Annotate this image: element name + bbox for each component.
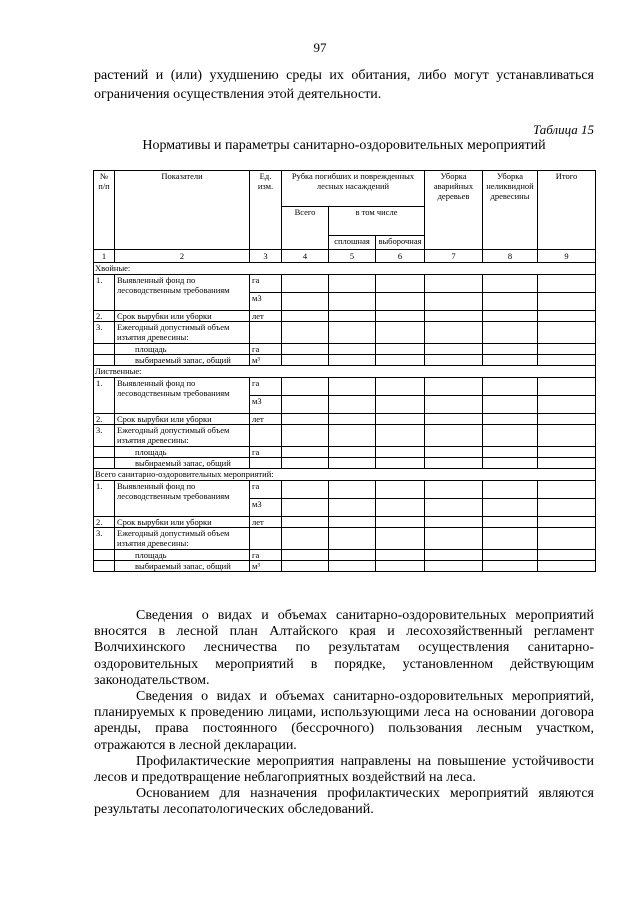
row-unit: лет	[250, 311, 282, 322]
row-indicator: Ежегодный допустимый объем изъятия древесины:	[115, 322, 250, 344]
row-indicator: Срок вырубки или уборки	[115, 517, 250, 528]
row-unit: м³	[250, 355, 282, 366]
row-indicator: площадь	[115, 344, 250, 355]
row-indicator: выбираемый запас, общий	[115, 355, 250, 366]
column-number: 4	[282, 250, 329, 263]
row-number: 1.	[94, 481, 115, 517]
intro-text	[94, 66, 594, 104]
row-indicator: Выявленный фонд по лесоводственным требованиям	[115, 275, 250, 311]
row-number: 1.	[94, 275, 115, 311]
row-unit: га	[250, 344, 282, 355]
column-number: 1	[94, 250, 115, 263]
column-number: 7	[425, 250, 483, 263]
section-title-coniferous: Хвойные:	[94, 263, 596, 275]
row-indicator: выбираемый запас, общий	[115, 561, 250, 572]
column-number: 3	[250, 250, 282, 263]
row-unit: м3	[250, 396, 282, 414]
paragraph: Основанием для назначения профилактических мероприятий являются результаты лесопатологических обследований.	[94, 786, 594, 818]
header-indicators: Показатели	[115, 171, 250, 250]
row-indicator: Срок вырубки или уборки	[115, 414, 250, 425]
row-number: 2.	[94, 414, 115, 425]
row-unit: лет	[250, 517, 282, 528]
header-sum: Итого	[538, 171, 596, 250]
column-number: 2	[115, 250, 250, 263]
row-indicator: Ежегодный допустимый объем изъятия древесины:	[115, 528, 250, 550]
row-unit: м3	[250, 499, 282, 517]
row-indicator: выбираемый запас, общий	[115, 458, 250, 469]
column-number: 5	[329, 250, 376, 263]
table-label: Таблица 15	[532, 122, 594, 137]
header-selective-felling: выборочная	[376, 236, 425, 250]
row-number: 3.	[94, 528, 115, 550]
column-number: 6	[376, 250, 425, 263]
header-felling: Рубка погибших и поврежденных лесных насаждений	[282, 171, 425, 207]
body-text	[94, 608, 594, 819]
row-indicator: площадь	[115, 447, 250, 458]
column-number: 9	[538, 250, 596, 263]
row-unit: м3	[250, 293, 282, 311]
row-indicator: Выявленный фонд по лесоводственным требованиям	[115, 481, 250, 517]
row-number: 1.	[94, 378, 115, 414]
row-number: 3.	[94, 322, 115, 344]
row-number: 3.	[94, 425, 115, 447]
row-number: 2.	[94, 311, 115, 322]
header-total: Всего	[282, 207, 329, 250]
table-title: Нормативы и параметры санитарно-оздоровительных мероприятий	[142, 138, 546, 153]
row-unit: м³	[250, 561, 282, 572]
header-no: № п/п	[94, 171, 115, 250]
section-title-deciduous: Лиственные:	[94, 366, 596, 378]
row-indicator: Выявленный фонд по лесоводственным требованиям	[115, 378, 250, 414]
intro-line: ограничения осуществления этой деятельности.	[94, 87, 382, 102]
row-unit: га	[250, 447, 282, 458]
header-emergency-cleanup: Уборка аварийных деревьев	[425, 171, 483, 250]
row-unit	[250, 458, 282, 469]
paragraph: Сведения о видах и объемах санитарно-оздоровительных мероприятий, планируемых к проведению лицами, использующими леса на основании договора аренды, права постоянного (бессрочного) пользования лесным участком, отражаются в лесной декларации.	[94, 689, 594, 753]
row-indicator: площадь	[115, 550, 250, 561]
row-indicator: Срок вырубки или уборки	[115, 311, 250, 322]
page-number: 97	[313, 40, 327, 55]
header-unit: Ед. изм.	[250, 171, 282, 250]
row-unit: га	[250, 378, 282, 396]
header-including: в том числе	[329, 207, 425, 236]
header-clear-felling: сплошная	[329, 236, 376, 250]
row-unit: лет	[250, 414, 282, 425]
row-indicator: Ежегодный допустимый объем изъятия древесины:	[115, 425, 250, 447]
intro-line: растений и (или) ухудшению среды их обитания, либо могут устанавливаться	[94, 68, 594, 83]
column-number: 8	[483, 250, 538, 263]
header-illiquid-cleanup: Уборка неликвидной древесины	[483, 171, 538, 250]
paragraph: Профилактические мероприятия направлены на повышение устойчивости лесов и предотвращение неблагоприятных воздействий на леса.	[94, 753, 594, 786]
row-unit: га	[250, 481, 282, 499]
sanitary-norms-table	[93, 170, 596, 572]
paragraph: Сведения о видах и объемах санитарно-оздоровительных мероприятий вносятся в лесной план Алтайского края и лесохозяйственный регламент Волчихинского лесничества по результатам осуществления санитарно-оздоровительных мероприятий в порядке, установленном действующим законодательством.	[94, 608, 594, 688]
section-title-total: Всего санитарно-оздоровительных мероприятий:	[94, 469, 596, 481]
row-unit: га	[250, 275, 282, 293]
row-unit: га	[250, 550, 282, 561]
row-number: 2.	[94, 517, 115, 528]
